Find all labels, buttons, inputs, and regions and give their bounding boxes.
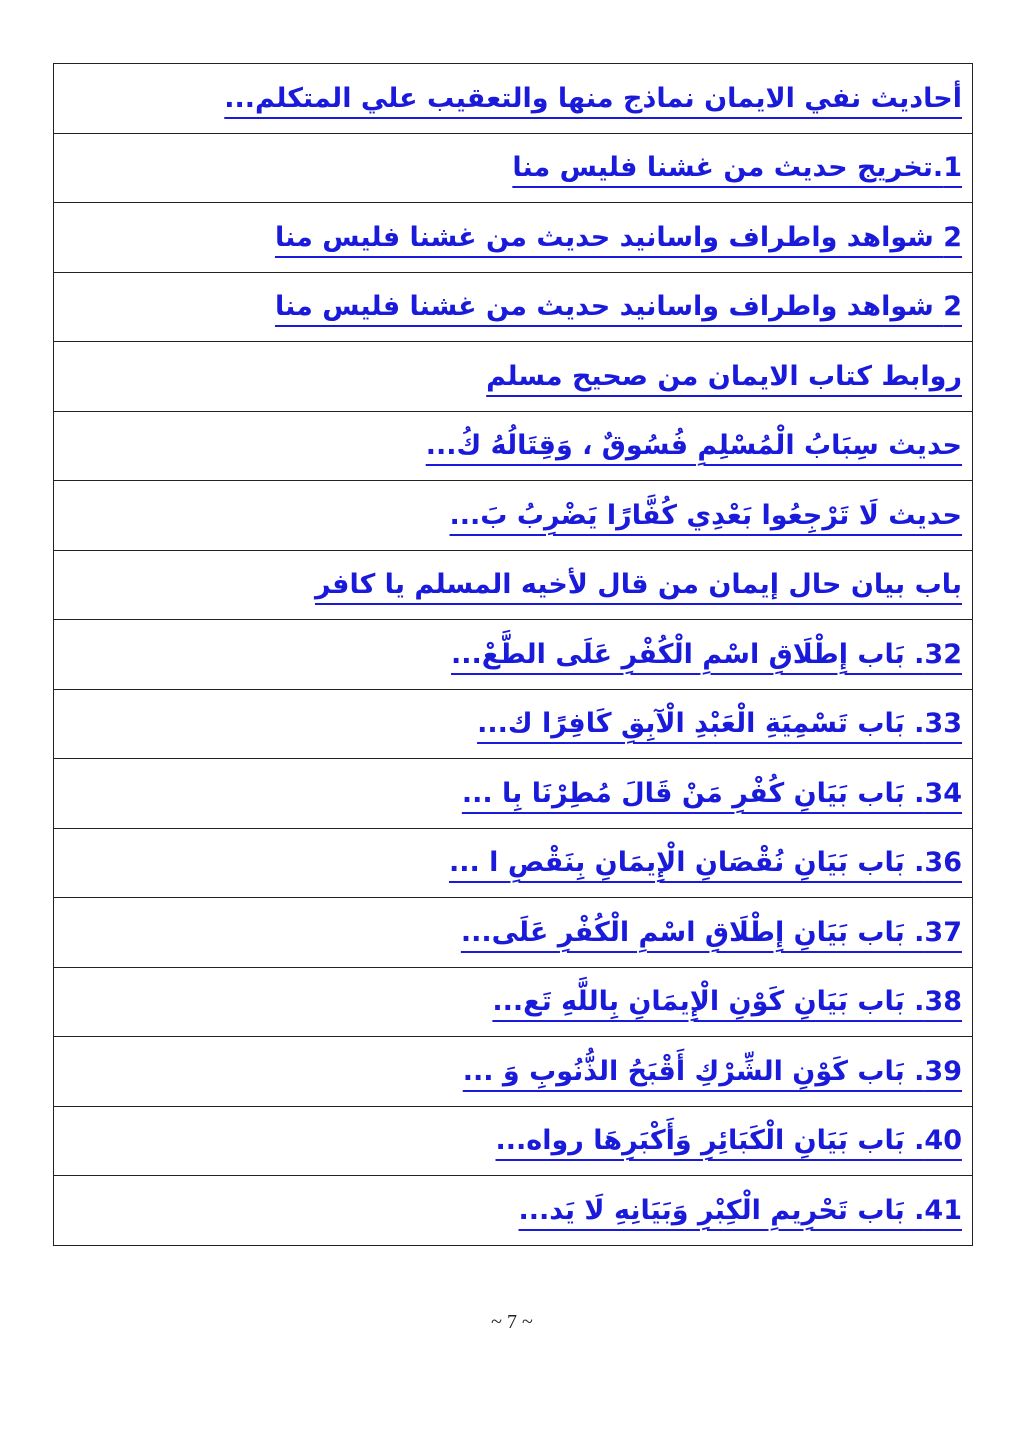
table-cell — [54, 1037, 973, 1107]
table-row — [54, 898, 973, 968]
table-row — [54, 481, 973, 551]
table-cell — [54, 1176, 973, 1246]
table-row — [54, 759, 973, 829]
table-cell — [54, 550, 973, 620]
hadith-link[interactable]: 38. بَاب بَيَانِ كَوْنِ الْإِيمَانِ بِاللَّهِ تَع... — [492, 986, 962, 1018]
hadith-link[interactable]: حديث لَا تَرْجِعُوا بَعْدِي كُفَّارًا يَضْرِبُ بَ... — [449, 499, 962, 531]
hadith-link[interactable]: 1.تخريج حديث من غشنا فليس منا — [512, 152, 962, 184]
table-row — [54, 203, 973, 273]
table-row — [54, 411, 973, 481]
table-cell — [54, 689, 973, 759]
table-cell — [54, 272, 973, 342]
hadith-link[interactable]: حديث سِبَابُ الْمُسْلِمِ فُسُوقٌ ، وَقِتَالُهُ كُ... — [425, 430, 962, 462]
table-row — [54, 1106, 973, 1176]
table-row — [54, 1037, 973, 1107]
table-cell — [54, 1106, 973, 1176]
hadith-link[interactable]: أحاديث نفي الايمان نماذج منها والتعقيب علي المتكلم... — [224, 82, 962, 114]
table-row — [54, 967, 973, 1037]
hadith-link[interactable]: 37. بَاب بَيَانِ إِطْلَاقِ اسْمِ الْكُفْرِ عَلَى... — [460, 916, 962, 948]
hadith-link[interactable]: 34. بَاب بَيَانِ كُفْرِ مَنْ قَالَ مُطِرْنَا بِا ... — [461, 777, 962, 809]
hadith-link[interactable]: 41. بَاب تَحْرِيمِ الْكِبْرِ وَبَيَانِهِ لَا يَد... — [518, 1194, 962, 1226]
table-cell — [54, 133, 973, 203]
table-row — [54, 64, 973, 134]
hadith-link[interactable]: 2 شواهد واطراف واسانيد حديث من غشنا فليس منا — [274, 221, 962, 253]
table-cell — [54, 203, 973, 273]
links-table — [53, 63, 973, 1246]
table-cell — [54, 481, 973, 551]
table-row — [54, 342, 973, 412]
table-row — [54, 272, 973, 342]
table-cell — [54, 620, 973, 690]
hadith-link[interactable]: 36. بَاب بَيَانِ نُقْصَانِ الْإِيمَانِ بِنَقْصِ ا ... — [449, 847, 962, 879]
table-cell — [54, 411, 973, 481]
page-number: ~ 7 ~ — [491, 1311, 533, 1333]
table-row — [54, 828, 973, 898]
table-cell — [54, 967, 973, 1037]
table-row — [54, 133, 973, 203]
hadith-link[interactable]: 39. بَاب كَوْنِ الشِّرْكِ أَقْبَحُ الذُّنُوبِ وَ ... — [462, 1055, 962, 1087]
hadith-link[interactable]: 40. بَاب بَيَانِ الْكَبَائِرِ وَأَكْبَرِهَا رواه... — [495, 1125, 962, 1157]
table-row — [54, 1176, 973, 1246]
table-row — [54, 689, 973, 759]
hadith-link[interactable]: 32. بَاب إِطْلَاقِ اسْمِ الْكُفْرِ عَلَى الطَّعْ... — [451, 638, 962, 670]
table-cell — [54, 898, 973, 968]
table-cell — [54, 342, 973, 412]
table-cell — [54, 759, 973, 829]
hadith-link[interactable]: 33. بَاب تَسْمِيَةِ الْعَبْدِ الْآبِقِ كَافِرًا ك... — [477, 708, 962, 740]
table-row — [54, 550, 973, 620]
table-row — [54, 620, 973, 690]
hadith-link[interactable]: باب بيان حال إيمان من قال لأخيه المسلم يا كافر — [314, 569, 962, 601]
table-cell — [54, 64, 973, 134]
hadith-link[interactable]: 2 شواهد واطراف واسانيد حديث من غشنا فليس منا — [274, 291, 962, 323]
hadith-link[interactable]: روابط كتاب الايمان من صحيح مسلم — [486, 360, 962, 392]
table-cell — [54, 828, 973, 898]
